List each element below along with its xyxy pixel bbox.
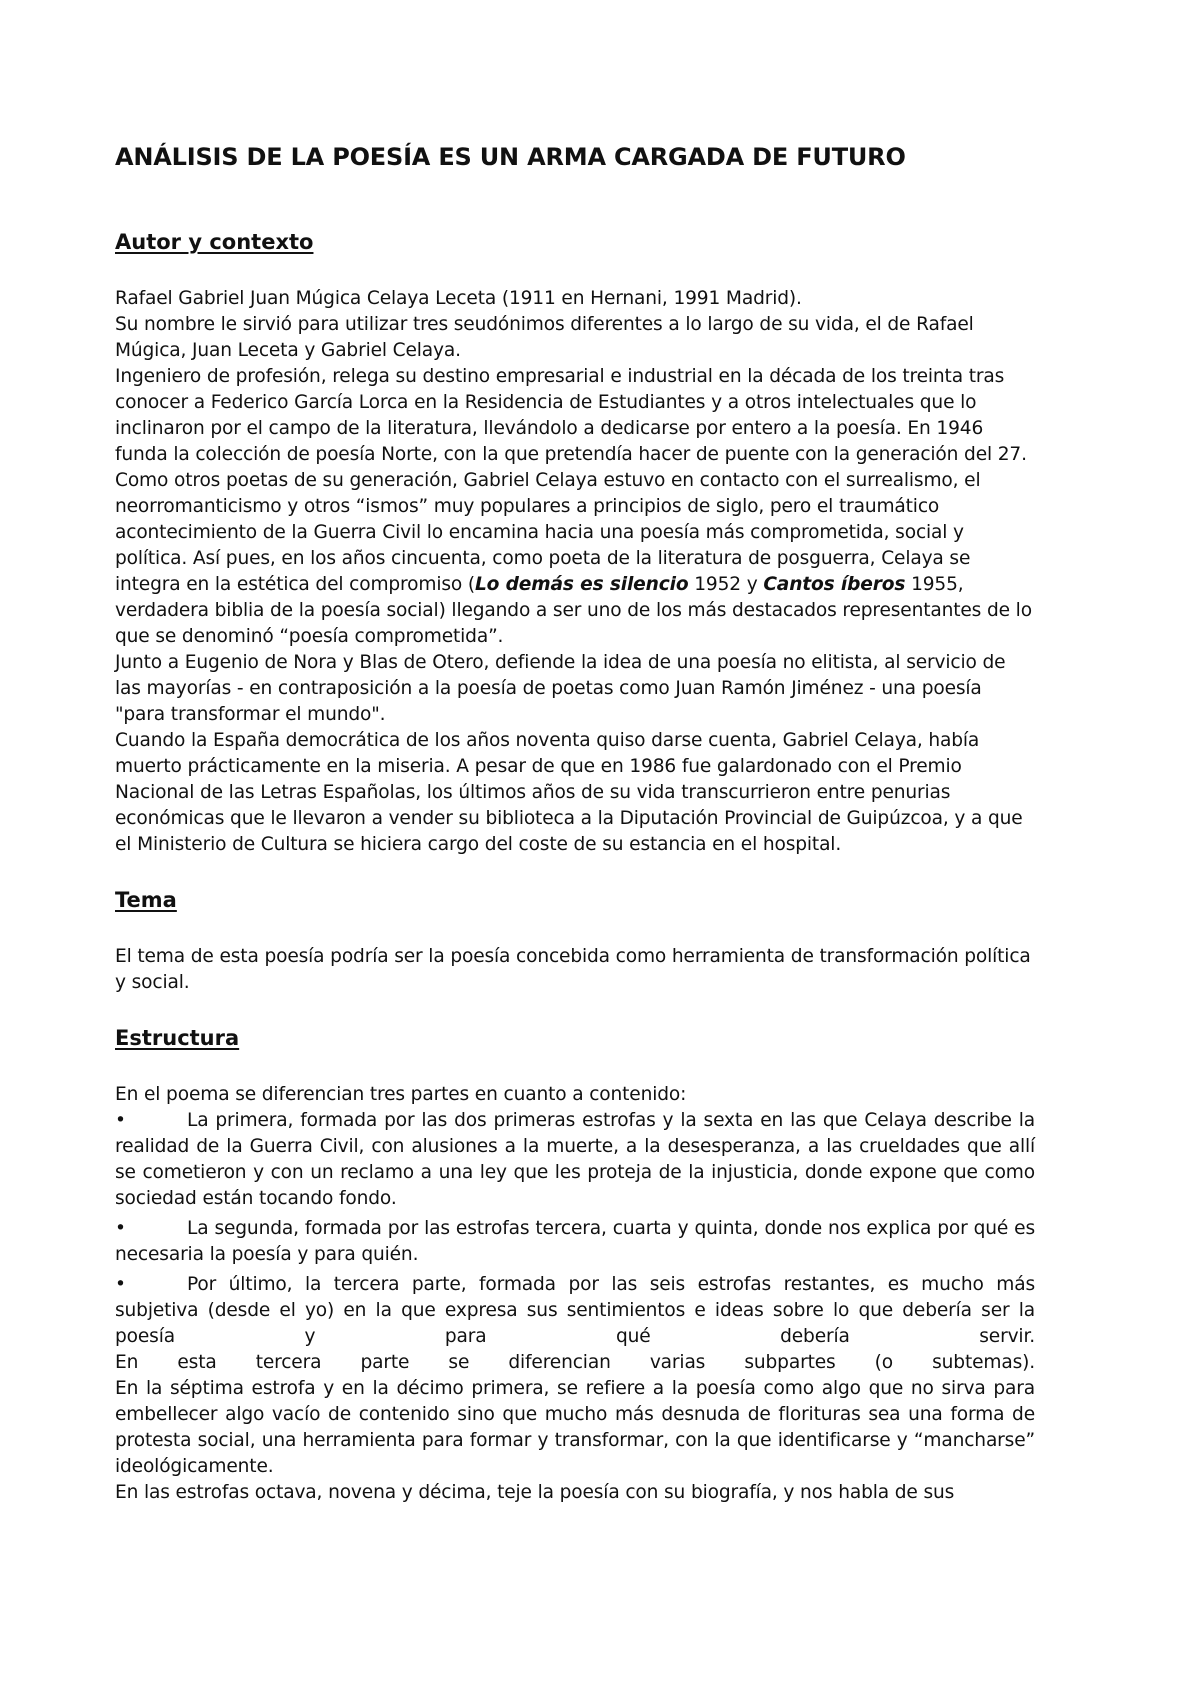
list-item bbox=[115, 1216, 1035, 1268]
estructura-subparts-line: En esta tercera parte se diferencian varias subpartes (o subtemas). bbox=[115, 1352, 1035, 1373]
estructura-subparts-paragraph-1: En la séptima estrofa y en la décimo primera, se refiere a la poesía como algo que no sirva para embellecer algo vacío de contenido sino que mucho más desnuda de florituras sea una forma de protesta social, una herramienta para formar y transformar, con la que identificarse y “mancharse” ideológicamente. bbox=[115, 1378, 1035, 1477]
tema-section bbox=[115, 944, 1035, 996]
document-title: ANÁLISIS DE LA POESÍA ES UN ARMA CARGADA DE FUTURO bbox=[115, 143, 906, 171]
list-item-text: La primera, formada por las dos primeras estrofas y la sexta en las que Celaya describe la realidad de la Guerra Civil, con alusiones a la muerte, a la desesperanza, a las crueldades que allí se cometieron y con un reclamo a una ley que les proteja de la injusticia, donde expone que como sociedad están tocando fondo. bbox=[115, 1110, 1035, 1209]
author-paragraph-4 bbox=[115, 468, 1035, 650]
section-heading-tema: Tema bbox=[115, 888, 177, 912]
author-paragraph-6: Cuando la España democrática de los años noventa quiso darse cuenta, Gabriel Celaya, había muerto prácticamente en la miseria. A pesar de que en 1986 fue galardonado con el Premio Nacional de las Letras Españolas, los últimos años de su vida transcurrieron entre penurias económicas que le llevaron a vender su biblioteca a la Diputación Provincial de Guipúzcoa, y a que el Ministerio de Cultura se hiciera cargo del coste de su estancia en el hospital. bbox=[115, 730, 1023, 855]
bullet-marker: • bbox=[115, 1218, 126, 1239]
list-item bbox=[115, 1272, 1035, 1350]
author-paragraph-1: Rafael Gabriel Juan Múgica Celaya Leceta (1911 en Hernani, 1991 Madrid). bbox=[115, 288, 802, 309]
estructura-section bbox=[115, 1082, 1035, 1506]
bullet-marker: • bbox=[115, 1274, 126, 1295]
tema-paragraph: El tema de esta poesía podría ser la poesía concebida como herramienta de transformación política y social. bbox=[115, 946, 1031, 993]
estructura-subparts-paragraph-2: En las estrofas octava, novena y décima, teje la poesía con su biografía, y nos habla de sus bbox=[115, 1482, 955, 1503]
author-paragraph-4-part-b: 1952 y bbox=[688, 574, 764, 595]
list-item-text: Por último, la tercera parte, formada por las seis estrofas restantes, es mucho más subjetiva (desde el yo) en la que expresa sus sentimientos e ideas sobre lo que debería ser la poesía y para qué debería servir. bbox=[115, 1274, 1035, 1347]
author-paragraph-3: Ingeniero de profesión, relega su destino empresarial e industrial en la década de los treinta tras conocer a Federico García Lorca en la Residencia de Estudiantes y a otros intelectuales que lo inclinaron por el campo de la literatura, llevándolo a dedicarse por entero a la poesía. En 1946 funda la colección de poesía Norte, con la que pretendía hacer de puente con la generación del 27. bbox=[115, 366, 1027, 465]
author-paragraph-4-part-c: 1955, verdadera biblia de la poesía social) llegando a ser uno de los más destacados representantes de lo que se denominó “poesía comprometida”. bbox=[115, 574, 1032, 647]
author-context-section bbox=[115, 286, 1035, 858]
author-paragraph-5: Junto a Eugenio de Nora y Blas de Otero, defiende la idea de una poesía no elitista, al servicio de las mayorías - en contraposición a la poesía de poetas como Juan Ramón Jiménez - una poesía "para transformar el mundo". bbox=[115, 652, 1006, 725]
estructura-intro: En el poema se diferencian tres partes en cuanto a contenido: bbox=[115, 1084, 687, 1105]
work-title-lo-demas-es-silencio: Lo demás es silencio bbox=[474, 574, 689, 595]
list-item-text: La segunda, formada por las estrofas tercera, cuarta y quinta, donde nos explica por qué es necesaria la poesía y para quién. bbox=[115, 1218, 1035, 1265]
document-page bbox=[115, 140, 1035, 1506]
bullet-marker: • bbox=[115, 1110, 126, 1131]
author-paragraph-4-part-a: Como otros poetas de su generación, Gabriel Celaya estuvo en contacto con el surrealismo, el neorromanticismo y otros “ismos” muy populares a principios de siglo, pero el traumático acontecimiento de la Guerra Civil lo encamina hacia una poesía más comprometida, social y política. Así pues, en los años cincuenta, como poeta de la literatura de posguerra, Celaya se integra en la estética del compromiso ( bbox=[115, 470, 981, 595]
author-paragraph-2: Su nombre le sirvió para utilizar tres seudónimos diferentes a lo largo de su vida, el de Rafael Múgica, Juan Leceta y Gabriel Celaya. bbox=[115, 314, 974, 361]
section-heading-estructura: Estructura bbox=[115, 1026, 240, 1050]
work-title-cantos-iberos: Cantos íberos bbox=[763, 574, 906, 595]
list-item bbox=[115, 1108, 1035, 1212]
section-heading-autor: Autor y contexto bbox=[115, 230, 314, 254]
